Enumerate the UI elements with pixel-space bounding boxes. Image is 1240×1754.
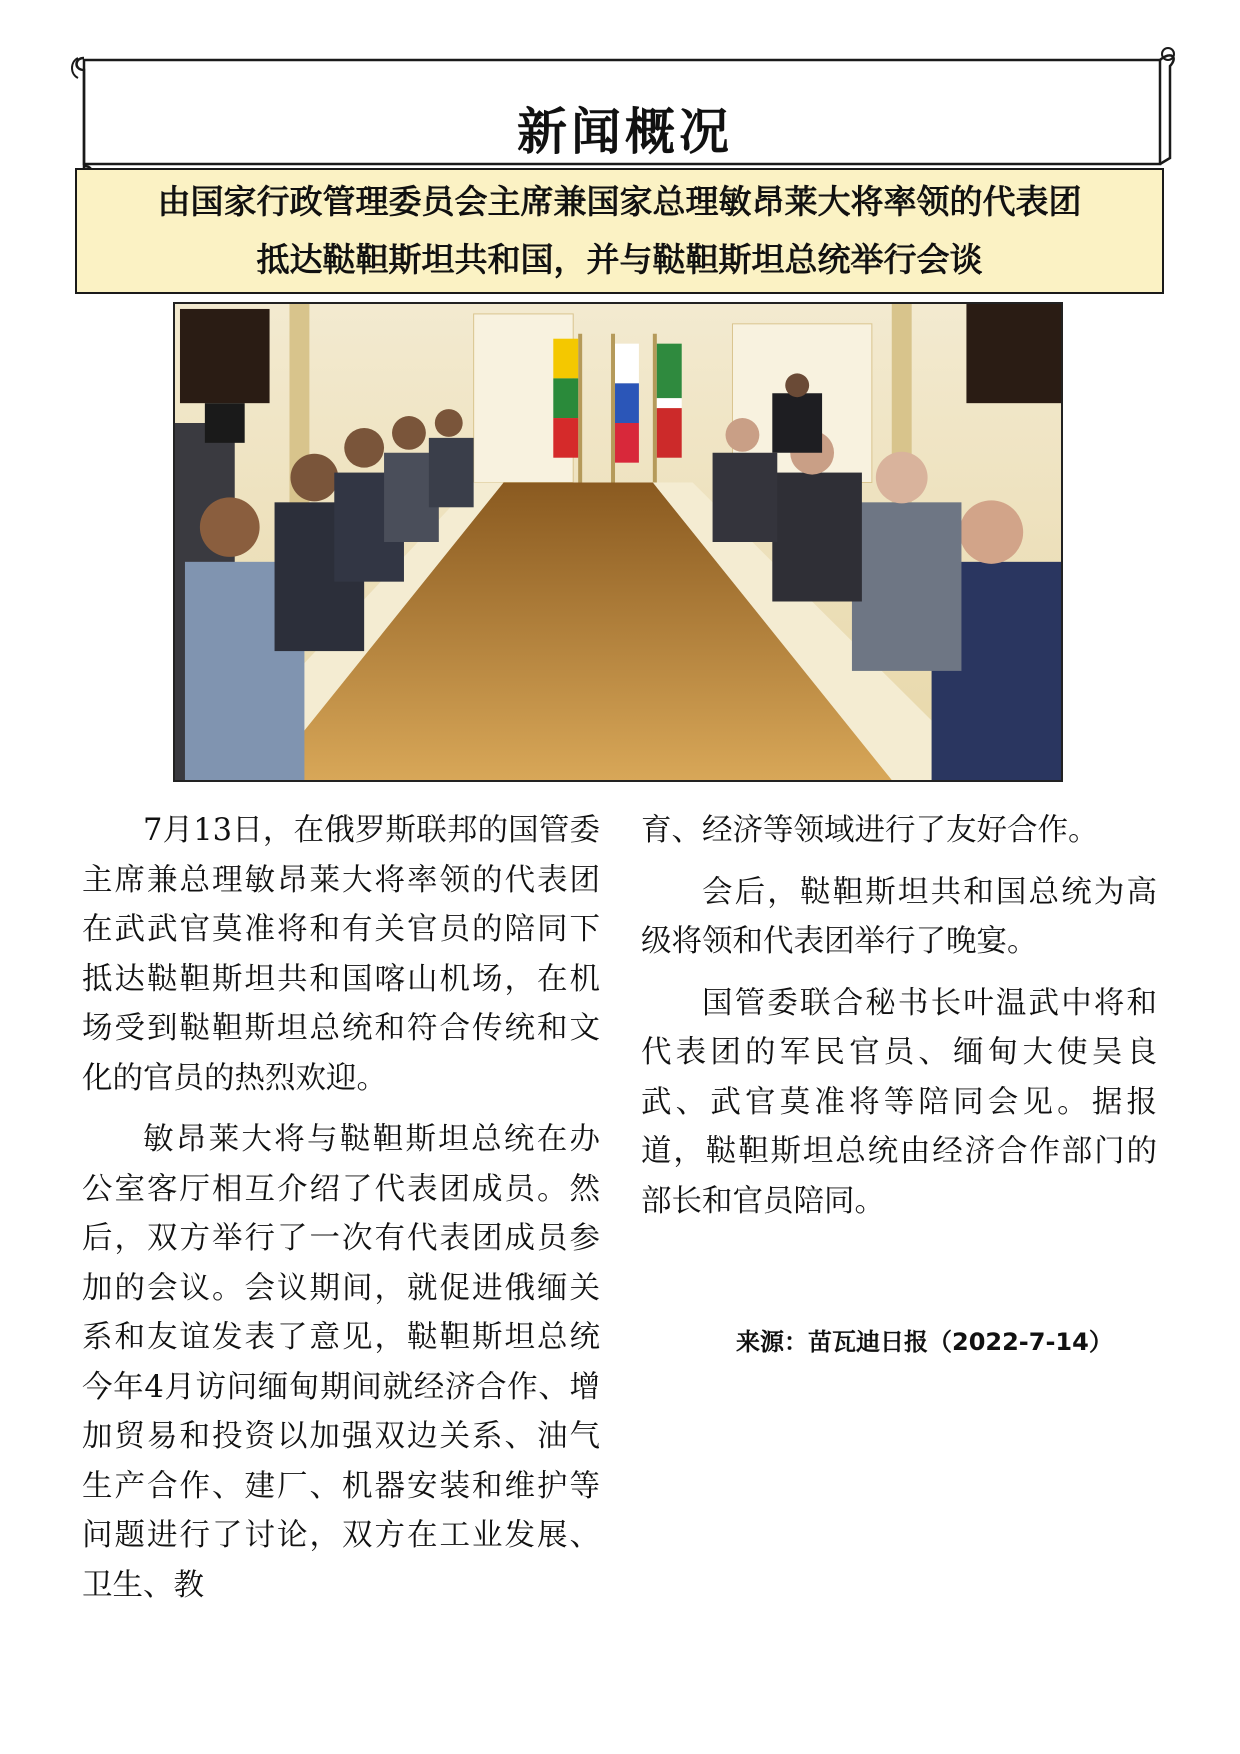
page-title: 新闻概况 [517, 102, 733, 161]
article-paragraph: 国管委联合秘书长叶温武中将和代表团的军民官员、缅甸大使吴良武、武官莫准将等陪同会见。据报道，鞑靼斯坦总统由经济合作部门的部长和官员陪同。 [641, 985, 1157, 1219]
headline-line-2: 抵达鞑靼斯坦共和国，并与鞑靼斯坦总统举行会谈 [256, 240, 983, 279]
article-right-column [641, 806, 1157, 1238]
article-paragraph: 育、经济等领域进行了友好合作。 [641, 813, 1099, 848]
article-paragraph: 敏昂莱大将与鞑靼斯坦总统在办公室客厅相互介绍了代表团成员。然后，双方举行了一次有代表团成员参加的会议。会议期间，就促进俄缅关系和友谊发表了意见，鞑靼斯坦总统今年4月访问缅甸期间就经济合作、增加贸易和投资以加强双边关系、油气生产合作、建厂、机器安装和维护等问题进行了讨论，双方在工业发展、卫生、教 [82, 1122, 600, 1603]
article-paragraph: 会后，鞑靼斯坦共和国总统为高级将领和代表团举行了晚宴。 [641, 874, 1157, 959]
source-credit: 来源：苗瓦迪日报（2022-7-14） [736, 1328, 1113, 1356]
article-left-column [82, 806, 600, 1622]
article-paragraph: 7月13日，在俄罗斯联邦的国管委主席兼总理敏昂莱大将率领的代表团在武武官莫准将和有关官员的陪同下抵达鞑靼斯坦共和国喀山机场，在机场受到鞑靼斯坦总统和符合传统和文化的官员的热烈欢迎。 [82, 813, 600, 1096]
headline-line-1: 由国家行政管理委员会主席兼国家总理敏昂莱大将率领的代表团 [157, 182, 1082, 221]
news-photo [173, 302, 1063, 782]
headline-box [75, 168, 1164, 294]
